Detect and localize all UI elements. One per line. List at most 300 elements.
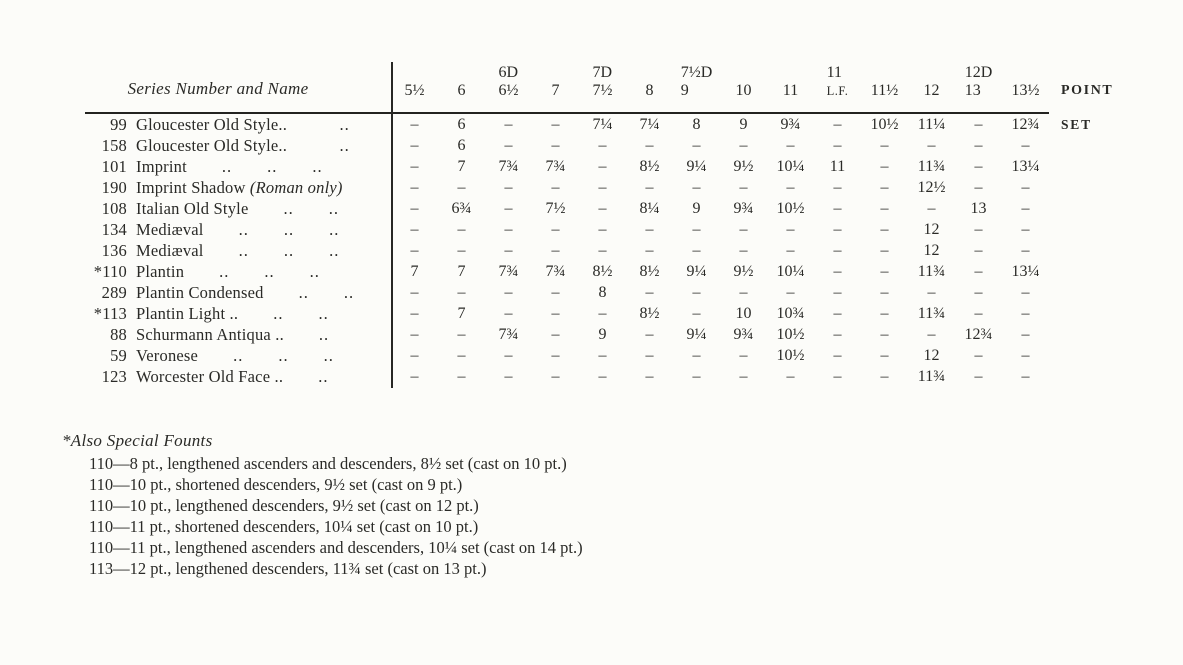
column-header-bottom: 5½ [404,82,425,99]
series-name-header: Series Number and Name [127,79,309,98]
point-size-cell: – [457,221,466,238]
point-size-cell: – [410,200,419,217]
special-founts-footnotes [62,430,583,579]
point-size-cell: 7¼ [592,116,613,133]
point-size-cell: 8½ [639,158,660,175]
point-size-cell: 12 [923,347,940,364]
point-size-cell: 7 [410,263,419,280]
point-size-cell: – [410,158,419,175]
point-size-cell: – [974,242,983,259]
point-size-cell: – [927,326,936,343]
point-size-cell: 11¾ [917,263,946,280]
point-size-cell: – [786,179,795,196]
column-header [579,60,626,106]
point-size-cell: – [692,284,701,301]
column-header-bottom: 12 [923,82,940,99]
series-name: Veronese [136,346,199,365]
point-size-cell: – [880,305,889,322]
point-size-cell: 6 [457,137,466,154]
column-header [720,60,767,106]
point-size-cell: 10 [735,305,752,322]
series-name: Mediæval [136,241,204,260]
point-size-cell: – [551,242,560,259]
column-header-stack [783,82,798,100]
table-vertical-rule [391,62,393,388]
table-row-name-cell [85,324,391,345]
point-size-cell: – [551,284,560,301]
point-size-cell: 9 [598,326,607,343]
table-grid [85,60,1135,387]
table-row-name-cell [85,261,391,282]
point-size-cell: – [833,242,842,259]
footnote-line: 110—11 pt., lengthened ascenders and descenders, 10¼ set (cast on 14 pt.) [89,538,583,557]
column-header [532,60,579,106]
point-size-cell: – [880,347,889,364]
series-name: Imprint [136,157,187,176]
point-size-cell: – [833,326,842,343]
point-size-cell: 13¼ [1011,263,1040,280]
column-header [673,60,720,106]
point-size-cell: – [457,179,466,196]
point-size-cell: – [974,305,983,322]
point-size-cell: – [598,347,607,364]
series-number: 190 [101,178,127,197]
point-size-cell: – [598,242,607,259]
point-size-cell: – [457,326,466,343]
point-size-cell: – [974,347,983,364]
point-size-cell: – [974,368,983,385]
point-size-cell: – [410,368,419,385]
point-size-cell: – [833,221,842,238]
series-number: 101 [101,157,127,176]
point-size-cell: 9¾ [780,116,801,133]
point-size-cell: – [551,347,560,364]
point-size-cell: – [833,137,842,154]
point-size-cell: – [1021,347,1030,364]
table-row-name-cell [85,156,391,177]
column-header-top: 11 [826,64,842,81]
column-header-top: 12D [964,64,993,81]
point-size-cell: – [645,242,654,259]
point-size-cell: – [974,116,983,133]
series-name: Gloucester Old Style.. [136,115,288,134]
point-size-cell: – [739,368,748,385]
point-size-cell: 11¼ [917,116,946,133]
point-size-cell: – [504,305,513,322]
point-col-empty [1049,135,1135,156]
point-size-cell: 12¾ [964,326,993,343]
point-size-cell: – [504,368,513,385]
column-header-bottom: 10 [735,82,752,99]
point-size-cell: – [833,305,842,322]
point-col-empty [1049,240,1135,261]
point-size-cell: 7¾ [498,263,519,280]
point-size-cell: – [551,221,560,238]
point-size-cell: – [786,368,795,385]
point-size-cell: – [786,137,795,154]
point-size-cell: 6¾ [451,200,472,217]
point-size-cell: – [833,116,842,133]
point-size-cell: 10¼ [776,158,805,175]
series-name: Plantin Condensed [136,283,264,302]
column-header-bottom: 9 [680,82,689,99]
column-header [626,60,673,106]
point-size-cell: – [410,347,419,364]
point-size-cell: – [457,284,466,301]
point-size-cell: 11¾ [917,158,946,175]
column-header [767,60,814,106]
dot-leaders: .. .. .. [203,241,340,260]
dot-leaders: .. .. [263,283,355,302]
point-size-cell: – [551,368,560,385]
table-row-name-cell [85,198,391,219]
point-size-cell: – [833,200,842,217]
point-size-cell: – [504,116,513,133]
point-size-cell: 7¼ [639,116,660,133]
footnote-line: 110—10 pt., lengthened descenders, 9½ set (cast on 12 pt.) [89,496,479,515]
point-size-cell: – [1021,368,1030,385]
point-size-cell: – [974,263,983,280]
point-size-cell: 8½ [592,263,613,280]
point-size-cell: – [692,221,701,238]
point-size-cell: – [786,221,795,238]
point-size-cell: – [1021,137,1030,154]
column-header [814,60,861,106]
table-row-name-cell [85,114,391,135]
column-header-bottom: 7½ [592,82,613,99]
point-size-cell: – [1021,305,1030,322]
point-col-empty [1049,198,1135,219]
point-size-cell: 7 [457,305,466,322]
point-size-cell: – [692,137,701,154]
point-size-cell: – [880,221,889,238]
point-size-cell: – [645,347,654,364]
point-size-cell: 11¾ [917,305,946,322]
point-col-empty [1049,156,1135,177]
column-header-stack [646,82,654,100]
point-size-cell: – [410,326,419,343]
set-label: SET [1061,117,1092,132]
column-header-bottom: 11 [782,82,799,99]
point-size-cell: – [880,326,889,343]
point-size-cell: – [692,347,701,364]
column-header-bottom: 13 [964,82,981,99]
dot-leaders: .. .. .. [186,157,323,176]
column-header-bottom: 7 [551,82,560,99]
dot-leaders: .. [287,136,350,155]
point-size-cell: – [504,137,513,154]
series-name: Italian Old Style [136,199,249,218]
point-col-empty [1049,219,1135,240]
point-size-cell: 7¾ [498,158,519,175]
footnote-title: *Also Special Founts [62,431,213,450]
point-size-cell: – [692,179,701,196]
point-size-cell: – [833,179,842,196]
point-size-cell: – [410,284,419,301]
point-size-cell: – [457,347,466,364]
point-size-cell: – [786,284,795,301]
point-size-cell: – [833,263,842,280]
point-size-cell: – [645,326,654,343]
point-size-cell: 9¾ [733,326,754,343]
column-header-stack [827,64,849,100]
point-size-cell: – [833,368,842,385]
table-header-rule [85,106,1049,114]
point-size-cell: – [551,137,560,154]
dot-leaders: .. .. .. [184,262,320,281]
point-size-cell: 9¾ [733,200,754,217]
series-number: 136 [101,241,127,260]
series-name: Imprint Shadow [136,178,250,197]
point-size-cell: 9 [692,200,701,217]
column-header [1002,60,1049,106]
point-size-cell: – [504,242,513,259]
point-size-cell: 8½ [639,305,660,322]
point-size-cell: – [692,305,701,322]
point-size-cell: – [739,284,748,301]
column-header-bottom: 13½ [1011,82,1040,99]
point-size-cell: – [645,179,654,196]
point-col-empty [1049,324,1135,345]
point-size-cell: – [880,284,889,301]
table-row-name-cell [85,177,391,198]
point-size-cell: – [410,242,419,259]
point-size-cell: 11 [829,158,846,175]
series-name: Worcester Old Face .. [136,367,284,386]
point-size-cell: – [1021,284,1030,301]
point-size-cell: 9¼ [686,326,707,343]
column-header [485,60,532,106]
point-size-cell: – [551,116,560,133]
point-size-cell: 10¾ [776,305,805,322]
point-size-cell: – [598,221,607,238]
table-row-name-cell [85,366,391,387]
point-size-cell: 12½ [917,179,946,196]
point-size-cell: – [457,242,466,259]
series-number: 88 [110,325,127,344]
point-size-cell: – [457,368,466,385]
point-size-cell: – [833,347,842,364]
point-size-cell: – [645,221,654,238]
point-size-cell: – [551,179,560,196]
point-size-cell: – [974,137,983,154]
point-size-cell: – [974,158,983,175]
point-size-cell: 9½ [733,263,754,280]
table-row-name-cell [85,345,391,366]
dot-leaders: .. .. .. [203,220,340,239]
column-header-top: 6D [498,64,519,81]
column-header-top: 7D [592,64,613,81]
point-size-cell: 8 [598,284,607,301]
point-size-cell: – [927,137,936,154]
point-size-cell: – [504,179,513,196]
point-size-cell: – [739,137,748,154]
point-size-cell: – [551,326,560,343]
point-size-cell: – [739,179,748,196]
column-header-bottom: 6 [457,82,466,99]
column-header-stack [458,82,466,100]
footnote-lines [89,453,583,579]
header-rule-spacer [1049,106,1135,114]
series-number: 158 [101,136,127,155]
point-size-cell: 8¼ [639,200,660,217]
point-size-cell: – [1021,242,1030,259]
point-size-cell: – [739,347,748,364]
table-row-name-cell [85,240,391,261]
point-size-cell: 9 [739,116,748,133]
column-header-bottom: 8 [645,82,654,99]
dot-leaders: .. .. [248,199,339,218]
point-size-cell: – [692,368,701,385]
series-number: 123 [101,367,127,386]
point-size-cell: 9¼ [686,158,707,175]
point-size-cell: 13 [970,200,987,217]
point-size-cell: – [974,179,983,196]
point-size-cell: – [410,179,419,196]
point-size-cell: 7¾ [545,263,566,280]
point-size-cell: – [598,179,607,196]
column-header [955,60,1002,106]
column-header-stack [499,64,519,100]
series-number: 59 [110,346,127,365]
point-size-cell: – [880,242,889,259]
point-size-cell: – [927,284,936,301]
footnote-line: 113—12 pt., lengthened descenders, 11¾ set (cast on 13 pt.) [89,559,487,578]
series-name: Mediæval [136,220,204,239]
point-size-cell: 8½ [639,263,660,280]
point-size-cell: – [880,368,889,385]
point-size-cell: – [598,305,607,322]
point-size-cell: 12¾ [1011,116,1040,133]
column-header [861,60,908,106]
series-name: Schurmann Antiqua .. [136,325,284,344]
dot-leaders: .. .. [238,304,329,323]
point-col-empty [1049,366,1135,387]
column-header-stack [965,64,993,100]
point-size-cell: 10½ [870,116,899,133]
point-size-cell: – [410,116,419,133]
column-header [438,60,485,106]
point-size-cell: – [1021,221,1030,238]
point-size-cell: – [504,221,513,238]
point-size-cell: – [880,158,889,175]
point-col-empty [1049,345,1135,366]
point-size-cell: – [410,305,419,322]
series-number: 134 [101,220,127,239]
point-size-cell: – [1021,326,1030,343]
point-size-cell: – [974,221,983,238]
point-size-cell: – [1021,200,1030,217]
series-name: Plantin [136,262,185,281]
point-size-cell: 10½ [776,347,805,364]
column-header-stack [681,64,713,100]
table-row-name-cell [85,303,391,324]
series-number: *113 [93,304,127,323]
point-size-cell: – [927,200,936,217]
column-header-bottom: 6½ [498,82,519,99]
point-label: POINT [1061,83,1114,98]
table-row-name-cell [85,282,391,303]
point-col-empty [1049,282,1135,303]
point-size-cell: 10½ [776,200,805,217]
column-header-stack [871,82,898,100]
point-size-cell: 12 [923,221,940,238]
point-size-cell: – [645,368,654,385]
point-size-cell: – [645,284,654,301]
point-size-cell: – [786,242,795,259]
point-size-cell: 6 [457,116,466,133]
point-col-empty [1049,177,1135,198]
point-size-cell: – [598,137,607,154]
footnote-line: 110—10 pt., shortened descenders, 9½ set (cast on 9 pt.) [89,475,463,494]
point-size-cell: 7¾ [545,158,566,175]
series-name-note: (Roman only) [249,178,343,197]
point-size-cell: 7½ [545,200,566,217]
dot-leaders: .. .. .. [198,346,334,365]
column-header [908,60,955,106]
series-number: *110 [93,262,127,281]
point-size-cell: – [880,263,889,280]
point-size-cell: – [598,158,607,175]
point-size-cell: – [880,137,889,154]
column-header-bottom: L.F. [826,84,849,98]
point-size-cell: – [880,200,889,217]
point-size-cell: 7 [457,263,466,280]
table-row-name-cell [85,135,391,156]
point-size-cell: 10¼ [776,263,805,280]
footnote-line: 110—8 pt., lengthened ascenders and descenders, 8½ set (cast on 10 pt.) [89,454,567,473]
point-size-cell: – [692,242,701,259]
column-header-top: 7½D [680,64,713,81]
point-size-cell: – [739,242,748,259]
point-size-cell: 7¾ [498,326,519,343]
point-col-empty [1049,261,1135,282]
column-header-stack [1012,82,1040,100]
point-size-cell: – [410,137,419,154]
dot-leaders: .. [287,115,350,134]
point-size-cell: – [880,179,889,196]
point-size-cell: – [833,284,842,301]
dot-leaders: .. [283,367,329,386]
point-size-cell: 13¼ [1011,158,1040,175]
point-size-cell: 9¼ [686,263,707,280]
point-size-cell: – [974,284,983,301]
point-size-cell: – [504,200,513,217]
point-size-cell: 11¾ [917,368,946,385]
column-header-stack [405,82,425,100]
point-size-cell: – [739,221,748,238]
point-size-cell: – [645,137,654,154]
series-name: Gloucester Old Style.. [136,136,288,155]
footnote-line: 110—11 pt., shortened descenders, 10¼ set (cast on 10 pt.) [89,517,479,536]
point-size-cell: – [504,347,513,364]
column-header-stack [593,64,613,100]
point-size-cell: 7 [457,158,466,175]
point-col-empty [1049,303,1135,324]
dot-leaders: .. [283,325,330,344]
point-size-cell: – [551,305,560,322]
series-number: 108 [101,199,127,218]
column-header [391,60,438,106]
point-size-cell: 10½ [776,326,805,343]
column-header-stack [552,82,560,100]
point-size-cell: 12 [923,242,940,259]
point-size-cell: – [504,284,513,301]
point-size-cell: 8 [692,116,701,133]
point-size-cell: – [410,221,419,238]
column-header-stack [736,82,752,100]
point-set-table [85,60,1135,387]
